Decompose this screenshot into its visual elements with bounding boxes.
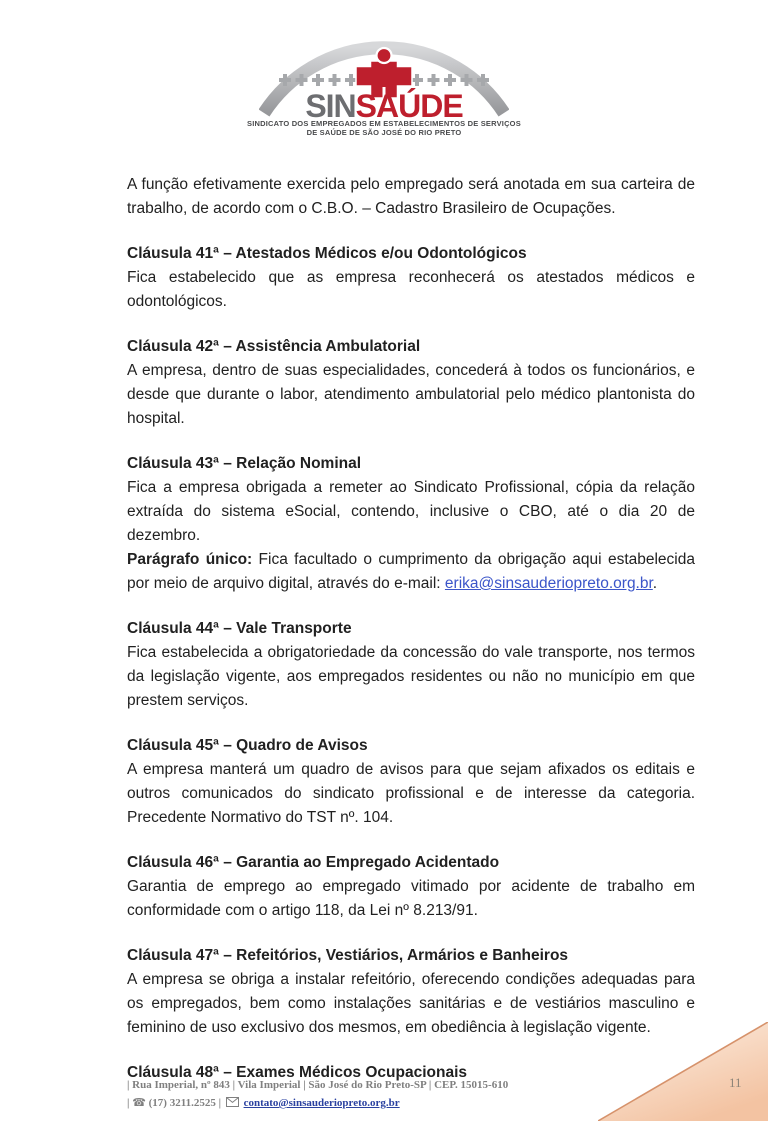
page-footer bbox=[127, 1077, 508, 1112]
sole-paragraph-text: Fica facultado o cumprimento da obrigação aqui estabelecida por meio de arquivo digital, através do e-mail: bbox=[127, 551, 695, 592]
footer-email-link[interactable]: contato@sinsauderiopreto.org.br bbox=[243, 1097, 400, 1109]
clause-heading: Cláusula 44ª – Vale Transporte bbox=[127, 620, 352, 637]
intro-paragraph: A função efetivamente exercida pelo empregado será anotada em sua carteira de trabalho, de acordo com o C.B.O. – Cadastro Brasileiro de Ocupações. bbox=[127, 176, 695, 217]
footer-pipe: | bbox=[127, 1097, 130, 1109]
brand-gray-part: SIN bbox=[305, 88, 356, 124]
brand-red-part: SAÚDE bbox=[355, 88, 463, 124]
footer-address-line: | Rua Imperial, nº 843 | Vila Imperial | São José do Rio Preto-SP | CEP. 15015-610 bbox=[127, 1079, 509, 1091]
clause-section-44 bbox=[127, 617, 695, 713]
clause-heading: Cláusula 48ª – Exames Médicos Ocupacionais bbox=[127, 1064, 467, 1081]
document-content bbox=[127, 173, 695, 1085]
sole-paragraph-suffix: . bbox=[652, 575, 658, 592]
clause-section-46 bbox=[127, 851, 695, 923]
clause-section-42 bbox=[127, 335, 695, 431]
logo-subtitle-line1: SINDICATO DOS EMPREGADOS EM ESTABELECIMENTOS DE SERVIÇOS bbox=[247, 119, 521, 128]
clause-paragraph: Fica estabelecida a obrigatoriedade da concessão do vale transporte, nos termos da legislação vigente, aos empregados residentes ou não no município em que prestem serviços. bbox=[127, 644, 695, 709]
clause-sole-paragraph bbox=[127, 548, 695, 596]
clause-heading: Cláusula 42ª – Assistência Ambulatorial bbox=[127, 338, 421, 355]
clause-paragraph: Garantia de emprego ao empregado vitimado por acidente de trabalho em conformidade com o artigo 118, da Lei nº 8.213/91. bbox=[127, 878, 695, 919]
logo-subtitle bbox=[247, 119, 521, 137]
clause-heading: Cláusula 47ª – Refeitórios, Vestiários, Armários e Banheiros bbox=[127, 947, 569, 964]
clause-section-41 bbox=[127, 242, 695, 314]
footer-phone: (17) 3211.2525 bbox=[148, 1097, 216, 1109]
corner-triangle-decoration bbox=[598, 1022, 768, 1121]
envelope-icon bbox=[226, 1097, 239, 1107]
sinsaude-logo bbox=[247, 35, 521, 137]
clause-paragraph: Fica a empresa obrigada a remeter ao Sindicato Profissional, cópia da relação extraída do sistema eSocial, contendo, inclusive o CBO, até o dia 20 de dezembro. bbox=[127, 479, 695, 544]
brand-wordmark bbox=[259, 90, 509, 122]
clause-heading: Cláusula 45ª – Quadro de Avisos bbox=[127, 737, 368, 754]
footer-contact-line bbox=[127, 1094, 508, 1112]
clause-heading: Cláusula 46ª – Garantia ao Empregado Acidentado bbox=[127, 854, 500, 871]
clause-paragraph: Fica estabelecido que as empresa reconhecerá os atestados médicos e odontológicos. bbox=[127, 269, 695, 310]
clause-section-45 bbox=[127, 734, 695, 830]
clause-heading: Cláusula 43ª – Relação Nominal bbox=[127, 455, 362, 472]
clause-paragraph: A empresa se obriga a instalar refeitório, oferecendo condições adequadas para os empregados, bem como instalações sanitárias e de vestiários masculino e feminino de uso exclusivo dos mesmos, em obediência à legislação vigente. bbox=[127, 971, 695, 1036]
logo-subtitle-line2: DE SAÚDE DE SÃO JOSÉ DO RIO PRETO bbox=[306, 128, 462, 137]
phone-icon: ☎ bbox=[132, 1096, 146, 1109]
clause43-email-link[interactable]: erika@sinsauderiopreto.org.br bbox=[444, 575, 653, 592]
clause-section-43 bbox=[127, 452, 695, 596]
page-number: 11 bbox=[729, 1075, 742, 1090]
clause-paragraph: A empresa, dentro de suas especialidades, concederá à todos os funcionários, e desde que durante o labor, atendimento ambulatorial pelo médico plantonista do hospital. bbox=[127, 362, 695, 427]
clause-heading: Cláusula 41ª – Atestados Médicos e/ou Odontológicos bbox=[127, 245, 527, 262]
clause-paragraph: A empresa manterá um quadro de avisos para que sejam afixados os editais e outros comunicados do sindicato profissional e de interesse da categoria. Precedente Normativo do TST nº. 104. bbox=[127, 761, 695, 826]
footer-pipe: | bbox=[218, 1097, 222, 1109]
document-page bbox=[0, 35, 768, 1121]
sole-paragraph-label: Parágrafo único: bbox=[127, 551, 253, 568]
